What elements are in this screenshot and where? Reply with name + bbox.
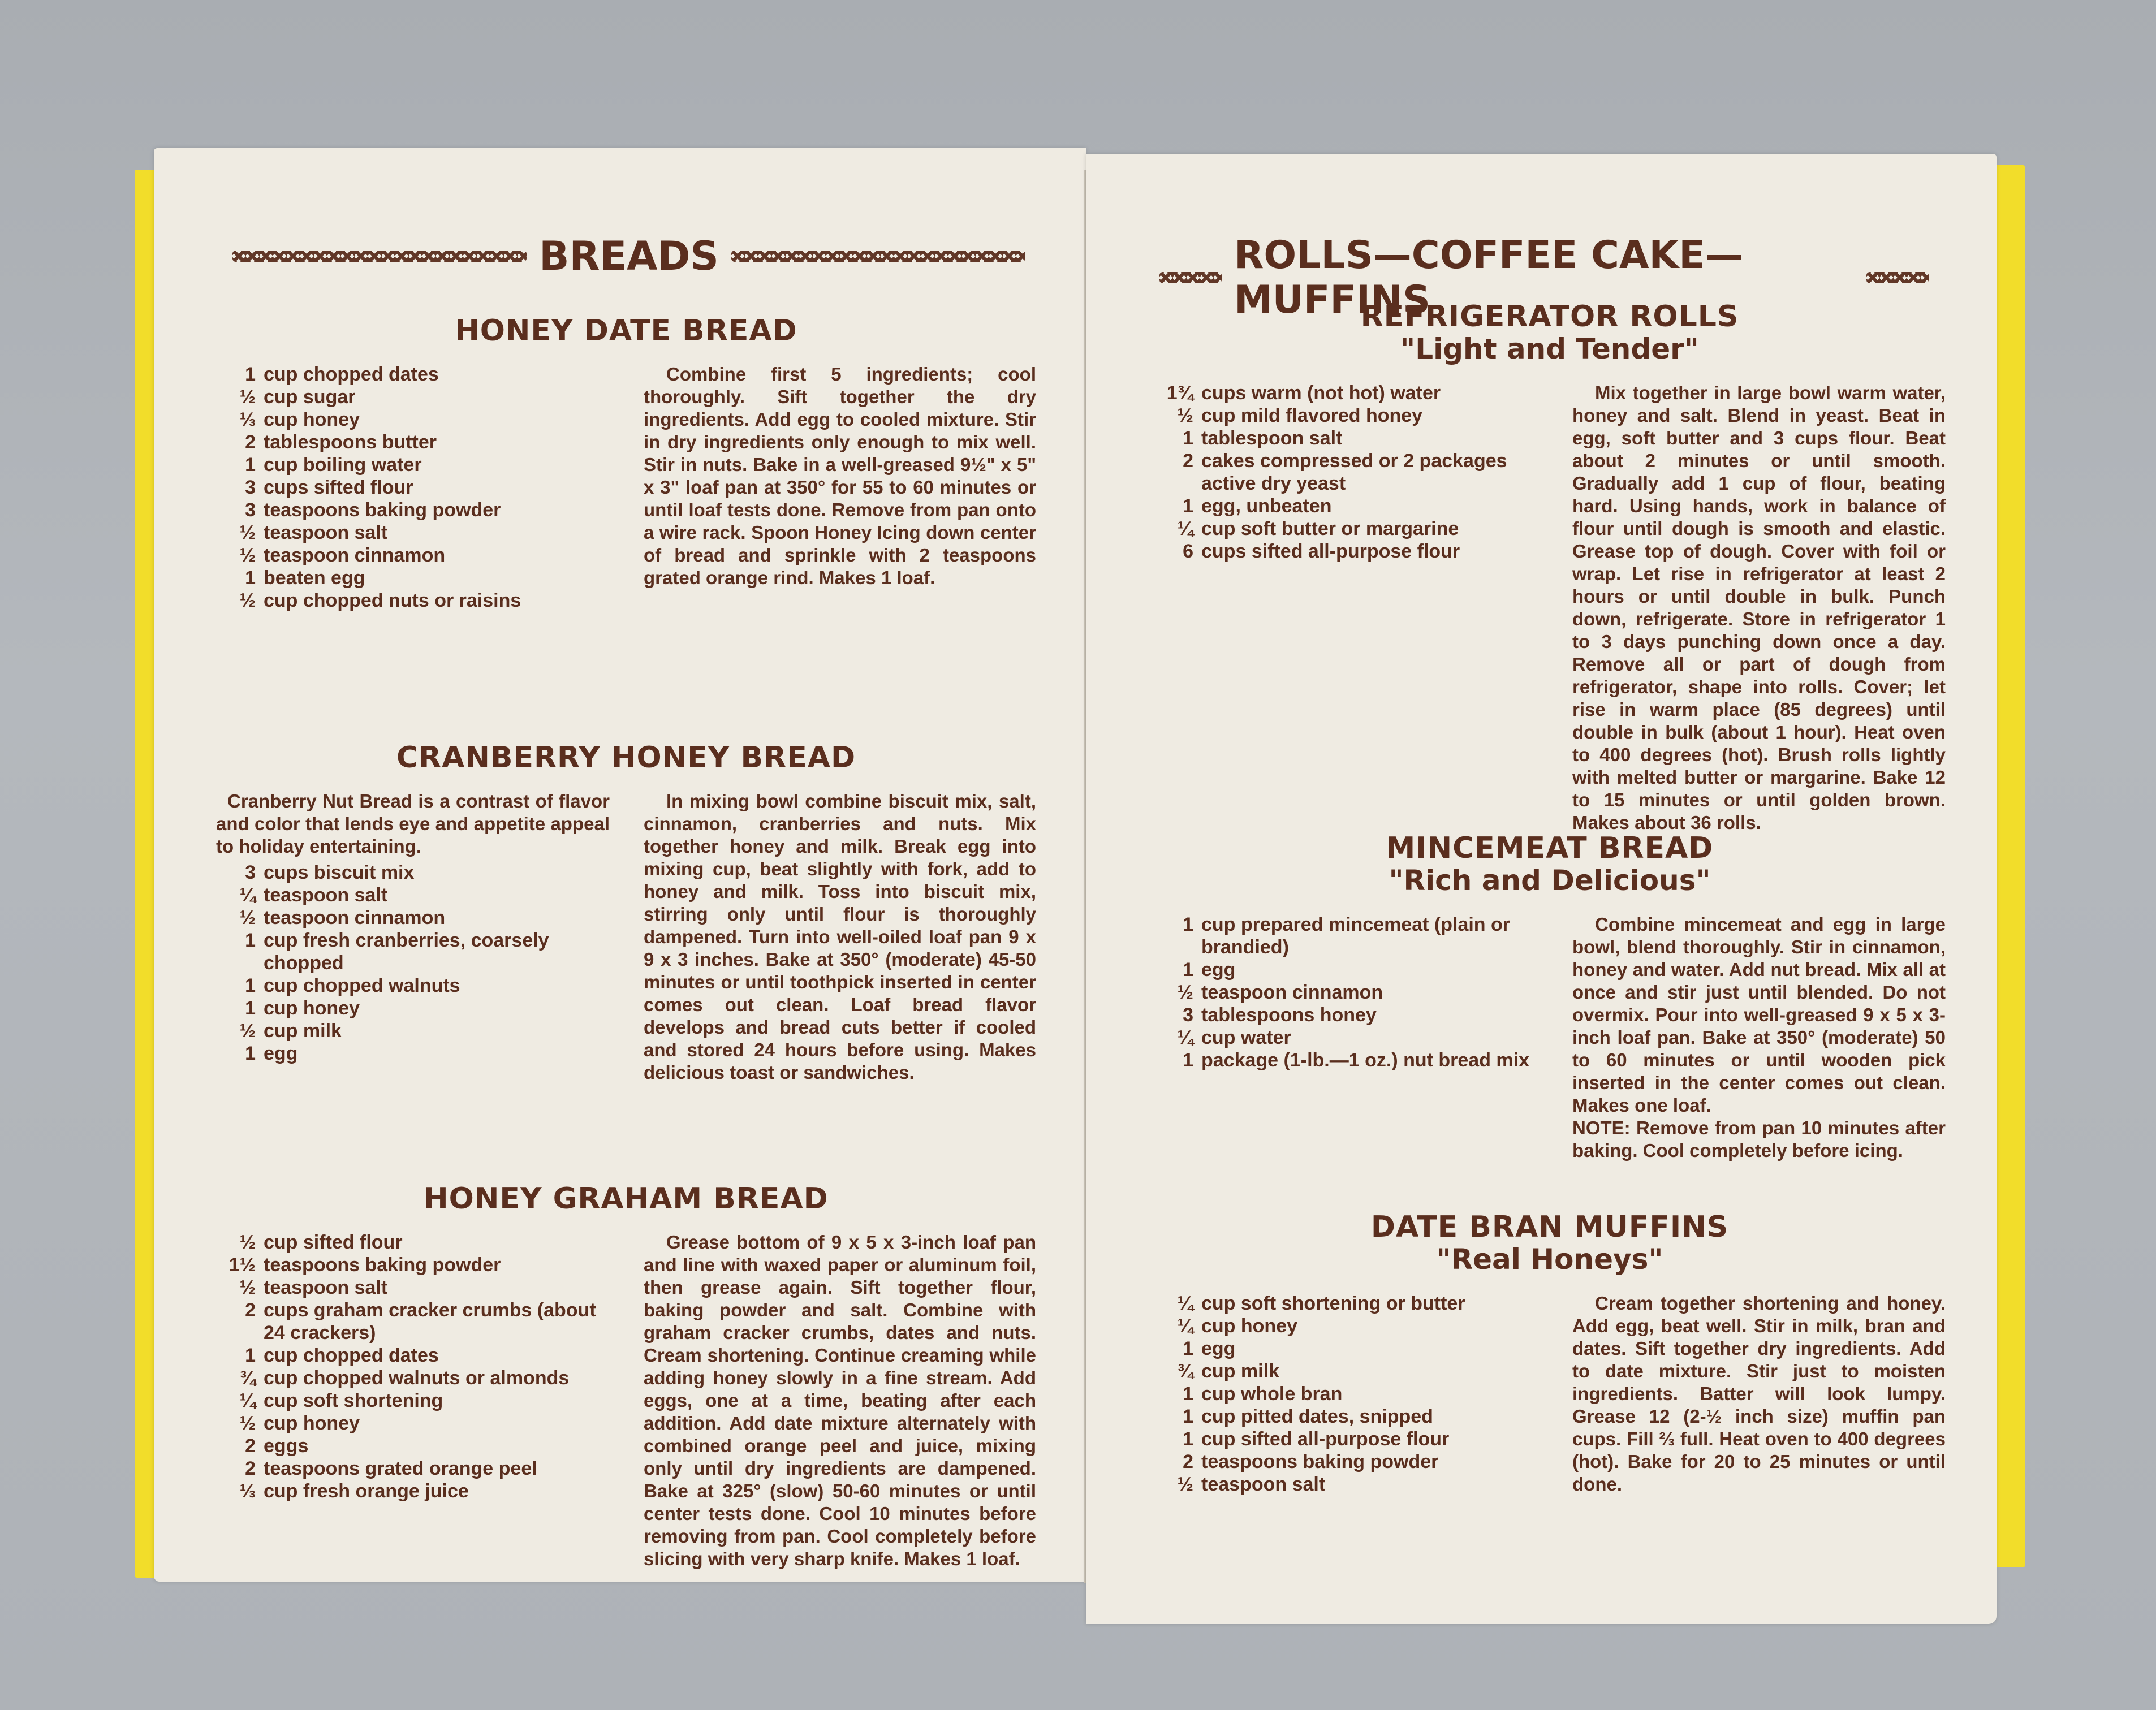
wavy-rule-icon [232,251,527,262]
directions-text: Grease bottom of 9 x 5 x 3-inch loaf pan and line with waxed paper or aluminum foil, then grease again. Sift together flour, baking powder and salt. Combine with graham cracker crumbs, dates and nuts. Cream shortening. Continue creaming while adding honey slowly in a fine stream. Add eggs, one at a time, beating after each addition. Add date mixture alternately with combined orange peel and juice, mixing only until dry ingredients are dampened. Bake at 325° (slow) 50-60 minutes or until center tests done. Cool 10 minutes before removing from pan. Cool completely before slicing with very sharp knife. Makes 1 loaf. [644,1232,1036,1570]
ingredient-list [1154,1292,1550,1496]
ingredient: ¾ cup milk [1177,1360,1279,1382]
recipe-mincemeat-bread [1154,832,1946,1162]
recipe-subtitle: "Real Honeys" [1436,1243,1663,1276]
ingredient: ¼ cup soft shortening or butter [1177,1292,1465,1314]
directions-text: Combine mincemeat and egg in large bowl, blend thoroughly. Stir in cinnamon, honey and water. Add nut bread. Mix all at once and stir just until blended. Do not overmix. Pour into well-greased 9 x 5 x 3-inch loaf pan. Bake at 350° (moderate) 50 to 60 minutes or until wooden pick inserted in the center comes out clean. Makes one loaf. [1572,913,1946,1116]
ingredient: 1 cup pitted dates, snipped [1183,1405,1433,1427]
directions [1572,913,1946,1162]
ingredient: 3 cups sifted flour [245,477,413,499]
ingredient: ¾ cup chopped walnuts or almonds [239,1367,570,1389]
recipe-title: MINCEMEAT BREAD [1386,831,1714,865]
ingredient: 1 cup chopped dates [245,1345,439,1367]
ingredient: ½ cup chopped nuts or raisins [239,590,521,612]
wavy-rule-icon [1159,272,1222,283]
ingredient: 2 eggs [245,1435,309,1457]
ingredient: ½ teaspoon salt [239,522,388,544]
recipe-date-bran-muffins [1154,1211,1946,1496]
ingredient: ½ teaspoon cinnamon [1177,981,1383,1003]
ingredient: 2 teaspoons baking powder [1183,1450,1439,1472]
wavy-rule-icon [1866,272,1929,283]
recipe-honey-graham-bread [216,1183,1036,1570]
wavy-rule-icon [731,251,1025,262]
section-title: BREADS [539,233,719,279]
ingredient-list [216,790,610,1084]
ingredient: 1 egg [245,1043,298,1065]
recipe-title: REFRIGERATOR ROLLS [1360,300,1739,334]
directions [1572,382,1946,834]
directions [644,363,1036,612]
ingredient: ½ teaspoon cinnamon [239,907,446,929]
ingredient: ¼ cup water [1177,1026,1291,1048]
ingredient: ½ cup mild flavored honey [1177,404,1423,426]
left-page [154,148,1086,1582]
recipe-note: NOTE: Remove from pan 10 minutes after baking. Cool completely before icing. [1572,1117,1946,1161]
ingredient: ⅓ cup honey [239,409,360,431]
ingredient: 1 cup fresh cranberries, coarsely chopped [245,930,549,974]
ingredient: 1¾ cups warm (not hot) water [1166,382,1441,404]
recipe-title: CRANBERRY HONEY BREAD [396,741,856,775]
ingredient: 1½ teaspoons baking powder [228,1254,501,1276]
ingredient: ½ teaspoon salt [239,1277,388,1299]
ingredient: 1 cup honey [245,998,360,1020]
ingredient: 3 tablespoons honey [1183,1004,1377,1026]
directions [644,1231,1036,1570]
directions-text: Cream together shortening and honey. Add egg, beat well. Stir in milk, bran and dates. Sift together dry ingredients. Add to date mixture. Stir just to moisten ingredients. Batter will look lumpy. Grease 12 (2-½ inch size) muffin pan cups. Fill ⅔ full. Heat oven to 400 degrees (hot). Bake for 20 to 25 minutes or until done. [1572,1292,1946,1495]
ingredient: 1 egg [1183,1337,1236,1359]
ingredient: 2 cakes compressed or 2 packages active dry yeast [1183,450,1507,494]
ingredient: 1 cup whole bran [1183,1383,1343,1405]
section-header-breads [227,233,1030,279]
ingredient: ¼ cup honey [1177,1315,1298,1337]
section-title: ROLLS—COFFEE CAKE—MUFFINS [1234,233,1744,322]
ingredient-list [1154,913,1550,1162]
ingredient: 1 cup boiling water [245,454,422,476]
ingredient: ½ cup milk [239,1020,342,1042]
ingredient: 2 teaspoons grated orange peel [245,1458,537,1480]
ingredient: 1 cup sifted all-purpose flour [1183,1428,1450,1450]
ingredient: 1 tablespoon salt [1183,427,1343,449]
recipe-subtitle: "Rich and Delicious" [1389,864,1711,897]
directions [644,790,1036,1084]
recipe-title: DATE BRAN MUFFINS [1370,1210,1729,1244]
ingredient: 6 cups sifted all-purpose flour [1183,540,1460,562]
ingredient-list [1154,382,1550,834]
ingredient: ⅓ cup fresh orange juice [239,1480,469,1502]
recipe-refrigerator-rolls [1154,301,1946,834]
ingredient: 1 egg [1183,958,1236,981]
directions-text: Mix together in large bowl warm water, honey and salt. Blend in yeast. Beat in egg, soft butter and 3 cups flour. Beat about 2 minutes or until smooth. Gradually add 1 cup of flour, beating hard. Using hands, work in balance of flour until dough is smooth and elastic. Grease top of dough. Cover with foil or wrap. Let rise in refrigerator at least 2 hours or until double in bulk. Punch down, refrigerate. Store in refrigerator 1 to 3 days punching down once a day. Remove all or part of dough from refrigerator, shape into rolls. Cover; let rise in warm place (85 degrees) until double in bulk (about 1 hour). Heat oven to 400 degrees (hot). Brush rolls lightly with melted butter or margarine. Bake 12 to 15 minutes or until golden brown. Makes about 36 rolls. [1572,382,1946,833]
recipe-title: HONEY DATE BREAD [455,314,797,348]
ingredient: ¼ cup soft butter or margarine [1177,517,1459,539]
ingredient: ½ teaspoon cinnamon [239,545,446,567]
ingredient: 1 egg, unbeaten [1183,495,1332,517]
directions [1572,1292,1946,1496]
ingredient: 3 teaspoons baking powder [245,499,501,521]
ingredient: ½ teaspoon salt [1177,1473,1326,1495]
directions-text: Combine first 5 ingredients; cool thoroughly. Sift together the dry ingredients. Add egg to cooled mixture. Stir in dry ingredients only enough to mix well. Stir in nuts. Bake in a well-greased 9½" x 5" x 3" loaf pan at 350° for 55 to 60 minutes or until loaf tests done. Remove from pan onto a wire rack. Spoon Honey Icing down center of bread and sprinkle with 2 teaspoons grated orange rind. Makes 1 loaf. [644,364,1036,589]
recipe-title: HONEY GRAHAM BREAD [424,1182,829,1216]
right-page [1086,154,1997,1624]
ingredient-list [216,363,610,612]
ingredient: 1 cup chopped walnuts [245,975,460,997]
ingredient: 1 package (1-lb.—1 oz.) nut bread mix [1183,1049,1530,1071]
recipe-cranberry-honey-bread [216,742,1036,1084]
ingredient: 1 cup chopped dates [245,364,439,386]
ingredient-list [216,1231,610,1570]
recipe-intro: Cranberry Nut Bread is a contrast of flavor and color that lends eye and appetite appeal to holiday entertaining. [216,791,610,857]
ingredient: ½ cup honey [239,1413,360,1435]
directions-text: In mixing bowl combine biscuit mix, salt, cinnamon, cranberries and nuts. Mix together honey and milk. Break egg into mixing cup, beat slightly with fork, add to honey and milk. Toss into biscuit mix, stirring only until flour is thoroughly dampened. Turn into well-oiled loaf pan 9 x 9 x 3 inches. Bake at 350° (moderate) 45-50 minutes or until toothpick inserted in center comes out clean. Loaf bread flavor develops and bread cuts better if cooled and stored 24 hours before using. Makes delicious toast or sandwiches. [644,791,1036,1083]
ingredient: 3 cups biscuit mix [245,862,415,884]
ingredient: 2 cups graham cracker crumbs (about 24 crackers) [245,1299,596,1344]
ingredient: ¼ cup soft shortening [239,1390,443,1412]
ingredient: ½ cup sugar [239,386,356,408]
ingredient: 2 tablespoons butter [245,431,437,454]
recipe-honey-date-bread [216,315,1036,612]
ingredient: ¼ teaspoon salt [239,884,388,906]
ingredient: 1 cup prepared mincemeat (plain or brandied) [1183,913,1511,958]
recipe-subtitle: "Light and Tender" [1400,332,1699,366]
ingredient: ½ cup sifted flour [239,1232,403,1254]
ingredient: 1 beaten egg [245,567,365,589]
